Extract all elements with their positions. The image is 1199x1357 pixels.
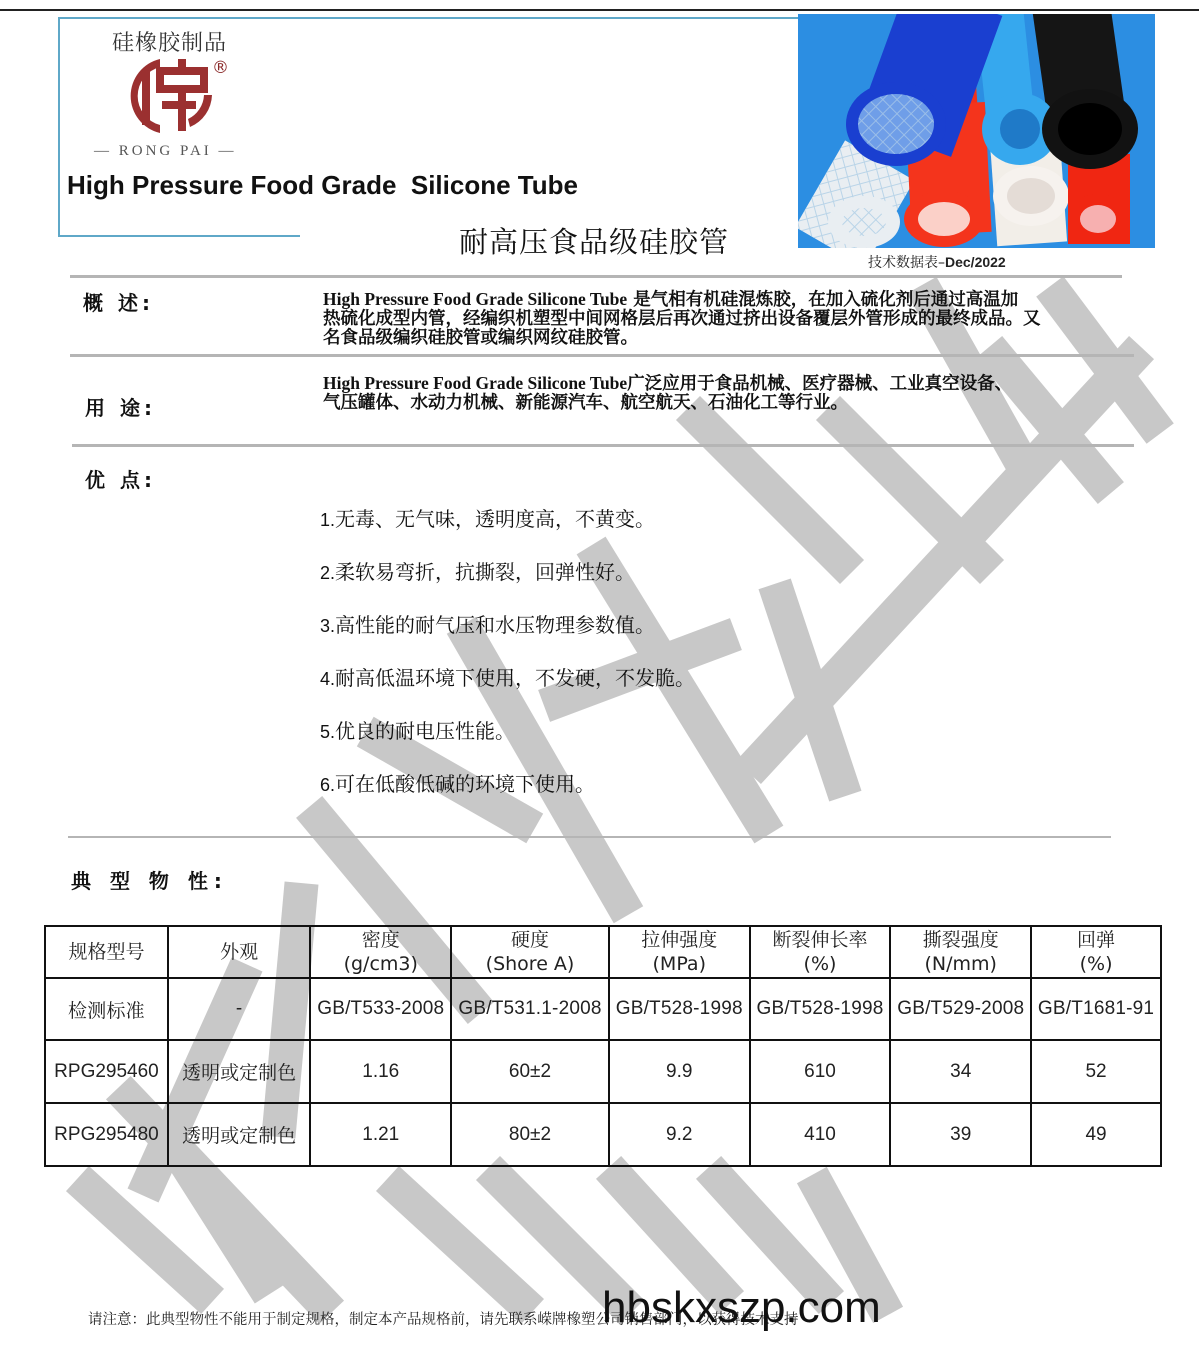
registered-mark: ® [212,58,229,78]
advantage-num: 4. [320,669,336,689]
datasheet-label [868,252,1006,272]
table-row [45,1040,1161,1103]
overview-text [323,290,1153,348]
header-title: 外观 [220,941,259,963]
brand-cn: 硅橡胶制品 [112,31,228,56]
table-cell: 49 [1031,1103,1161,1166]
table-cell: 检测标准 [45,978,168,1040]
properties-label: 典 型 物 性: [71,869,228,893]
header-cell [310,926,451,978]
top-rule [0,9,1199,11]
header-unit: (%) [803,953,837,975]
header-title: 规格型号 [68,941,145,963]
header-unit: (Shore A) [485,953,575,975]
table-cell: GB/T528-1998 [750,978,891,1040]
table-cell: 1.21 [310,1103,451,1166]
brand-en: — RONG PAI — [94,143,237,159]
header-cell [890,926,1031,978]
table-cell: 39 [890,1103,1031,1166]
divider-1 [70,275,1122,278]
table-cell: 9.9 [609,1040,750,1103]
overview-line-2: 热硫化成型内管，经编织机塑型中间网格层后再次通过挤出设备覆层外管形成的最终成品。又 [323,309,1041,329]
advantage-text: 优良的耐电压性能。 [335,719,516,743]
advantage-text: 耐高低温环境下使用，不发硬，不发脆。 [335,666,696,690]
advantage-item-2 [320,556,635,585]
table-cell: GB/T529-2008 [890,978,1031,1040]
advantage-num: 5. [320,722,336,742]
table-cell: 60±2 [451,1040,609,1103]
table-standards-row [45,978,1161,1040]
datasheet-label-text: 技术数据表– [868,255,945,271]
table-cell: RPG295480 [45,1103,168,1166]
table-cell: 52 [1031,1040,1161,1103]
overview-product-name: High Pressure Food Grade Silicone Tube [323,289,628,309]
advantage-item-5 [320,715,515,744]
table-cell: 透明或定制色 [168,1040,310,1103]
table-row [45,1103,1161,1166]
advantage-item-6 [320,768,595,797]
site-url-watermark: hbskxszp.com [602,1283,881,1332]
overview-line-1: 是气相有机硅混炼胶，在加入硫化剂后通过高温加 [627,290,1019,310]
product-photo [798,14,1155,248]
properties-table [44,925,1162,1167]
table-header-row [45,926,1161,978]
advantage-text: 高性能的耐气压和水压物理参数值。 [335,613,656,637]
advantage-item-1 [320,503,655,532]
table-cell: GB/T528-1998 [609,978,750,1040]
header-title: 回弹 [1077,929,1116,951]
overview-line-3: 名食品级编织硅胶管或编织网纹硅胶管。 [323,328,638,348]
header-cell [609,926,750,978]
silicone-tubes-image [798,14,1155,248]
usage-product-name: High Pressure Food Grade Silicone Tube [323,373,628,393]
divider-4 [68,836,1111,838]
header-unit: (MPa) [652,953,706,975]
usage-line-2: 气压罐体、水动力机械、新能源汽车、航空航天、石油化工等行业。 [323,393,848,413]
header-title: 硬度 [510,929,549,951]
usage-line-1: 广泛应用于食品机械、医疗器械、工业真空设备、 [627,374,1013,394]
table-cell: GB/T531.1-2008 [451,978,609,1040]
table-cell: 80±2 [451,1103,609,1166]
table-cell: GB/T533-2008 [310,978,451,1040]
table-cell: 9.2 [609,1103,750,1166]
table-cell: 410 [750,1103,891,1166]
advantage-text: 可在低酸低碱的环境下使用。 [335,772,596,796]
table-cell: 610 [750,1040,891,1103]
header-cell [1031,926,1161,978]
advantage-num: 1. [320,510,336,530]
advantage-num: 2. [320,563,336,583]
header-frame-underline [58,235,300,237]
header-unit: (g/cm3) [343,953,418,975]
table-cell: GB/T1681-91 [1031,978,1161,1040]
header-cell [168,926,310,978]
header-unit: (%) [1079,953,1113,975]
advantages-label: 优 点: [85,468,156,492]
advantage-item-3 [320,609,655,638]
advantage-item-4 [320,662,695,691]
divider-2 [70,354,1134,357]
usage-text [323,374,1153,413]
footer-note: 请注意：此典型物性不能用于制定规格，制定本产品规格前，请先联系嵘牌橡塑公司销售部门，以获得技术支持 [88,1312,799,1328]
header-cell [750,926,891,978]
header-unit: (N/mm) [924,953,997,975]
overview-label: 概 述: [83,291,154,315]
advantage-num: 3. [320,616,336,636]
table-cell: 34 [890,1040,1031,1103]
header-cell [451,926,609,978]
table-cell: RPG295460 [45,1040,168,1103]
page-title-cn: 耐高压食品级硅胶管 [459,225,730,259]
advantage-text: 无毒、无气味，透明度高，不黄变。 [335,507,656,531]
header-title: 拉伸强度 [641,929,718,951]
table-cell: 1.16 [310,1040,451,1103]
header-title: 密度 [361,929,400,951]
header-cell [45,926,168,978]
header-title: 断裂伸长率 [772,929,868,951]
table-cell: 透明或定制色 [168,1103,310,1166]
usage-label: 用 途: [85,396,156,420]
advantage-text: 柔软易弯折，抗撕裂，回弹性好。 [335,560,636,584]
header-title: 撕裂强度 [922,929,999,951]
datasheet-date: Dec/2022 [945,254,1006,270]
rongpai-logo-icon [120,55,216,135]
page-title-en: High Pressure Food Grade Silicone Tube [67,170,578,200]
divider-3 [72,444,1134,447]
table-cell: - [168,978,310,1040]
advantage-num: 6. [320,775,336,795]
